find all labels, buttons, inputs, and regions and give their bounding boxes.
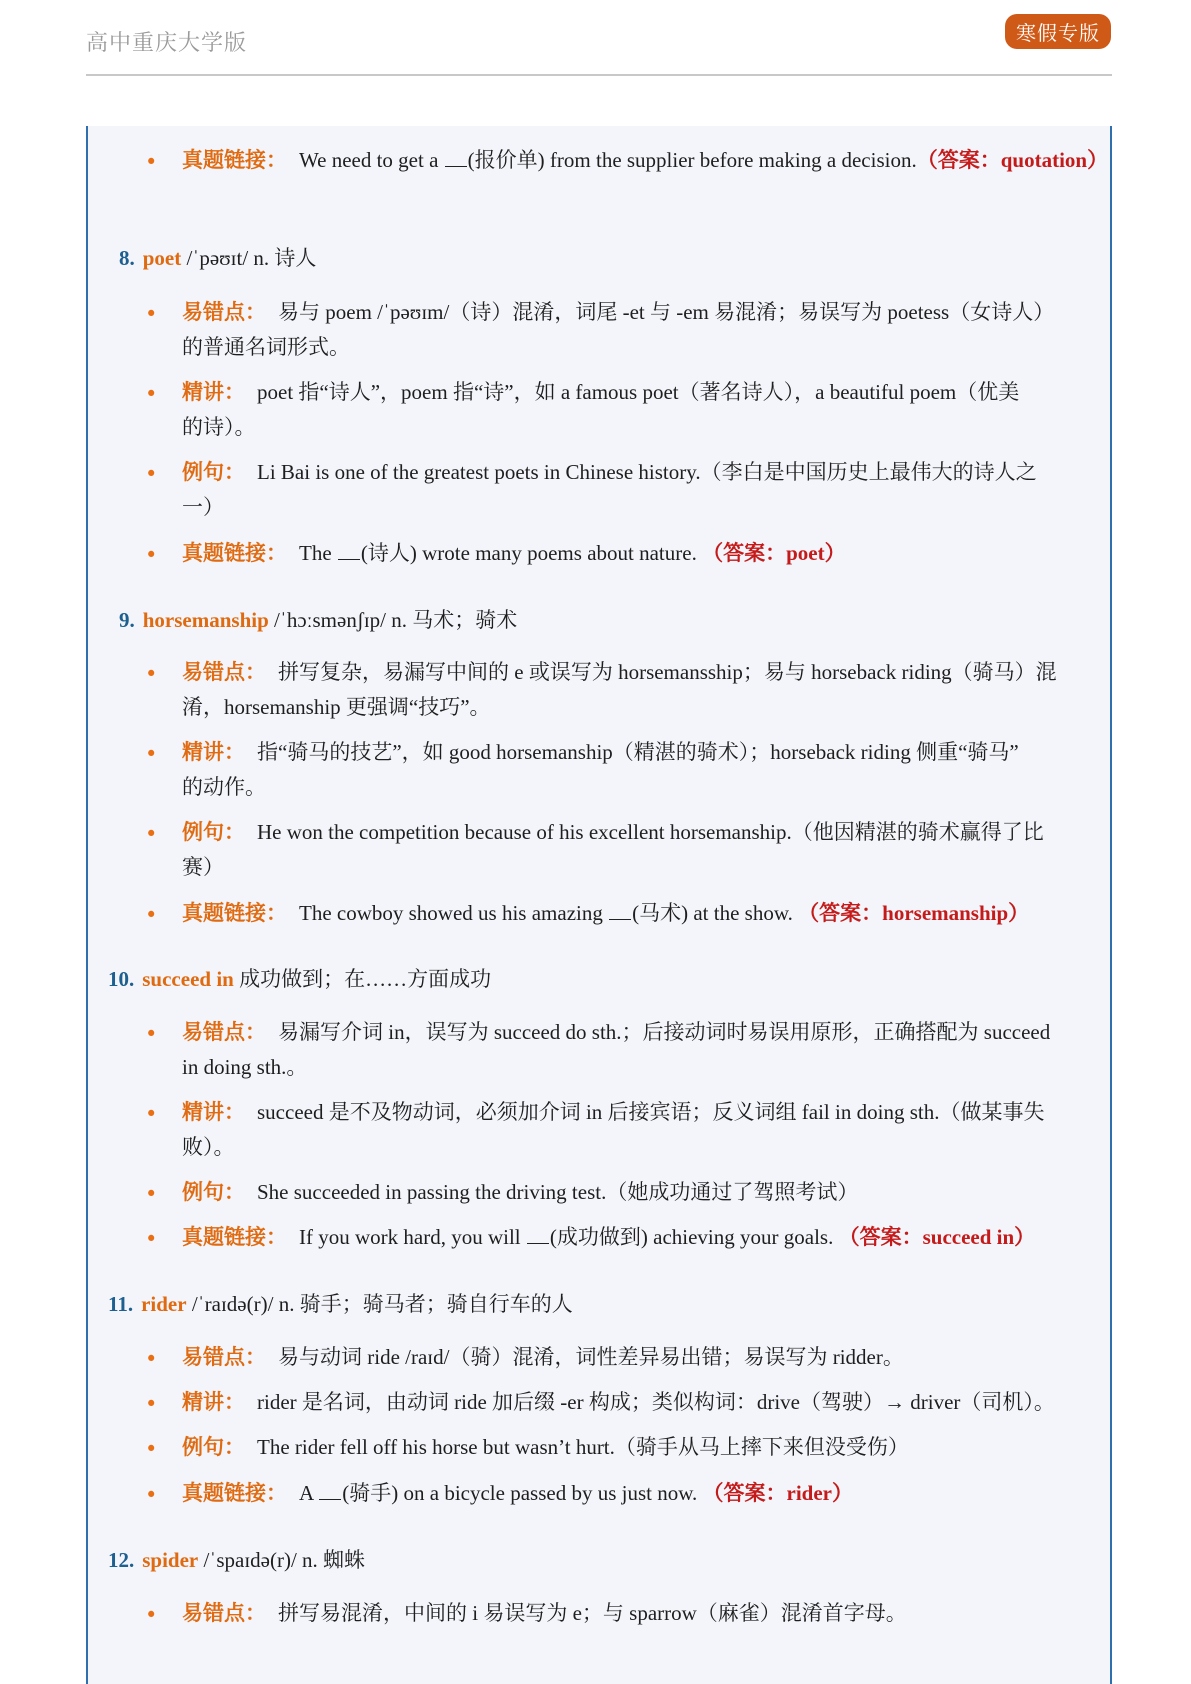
explain-line: 精讲： poet 指“诗人”，poem 指“诗”，如 a famous poet（著名诗人），a beautiful poem（优美 [182, 380, 1020, 404]
explain-line: 精讲： rider 是名词，由动词 ride 加后缀 -er 构成；类似构词：drive（驾驶）→ driver（司机）。 [182, 1390, 1055, 1414]
answer-blank [445, 152, 467, 167]
entry-word: succeed in [142, 967, 234, 991]
example-line: 一） [182, 495, 224, 519]
exam-link-line: 真题链接： If you work hard, you will (成功做到) achieving your goals. （答案：succeed in） [182, 1225, 1036, 1249]
error-point-line: 淆，horsemanship 更强调“技巧”。 [182, 695, 491, 719]
exam-link-line: 真题链接： The cowboy showed us his amazing (马术) at the show. （答案：horsemanship） [182, 901, 1030, 925]
error-point-line: in doing sth.。 [182, 1055, 308, 1079]
bullet-icon: • [145, 1102, 158, 1126]
error-point-line: 的普通名词形式。 [182, 335, 350, 359]
bullet-icon: • [145, 302, 158, 326]
example-line: 例句： She succeeded in passing the driving test.（她成功通过了驾照考试） [182, 1180, 859, 1204]
header-divider [86, 74, 1112, 76]
bullet-icon: • [145, 822, 158, 846]
exam-link-label: 真题链接： [182, 148, 287, 172]
entry-heading: 9. horsemanship /ˈhɔːsmənʃɪp/ n. 马术；骑术 [119, 608, 518, 632]
explain-line: 精讲： 指“骑马的技艺”，如 good horsemanship（精湛的骑术）；horseback riding 侧重“骑马” [182, 740, 1019, 764]
bullet-icon: • [145, 382, 158, 406]
entry-heading: 12. spider /ˈspaɪdə(r)/ n. 蜘蛛 [108, 1548, 366, 1572]
explain-line: 的动作。 [182, 775, 266, 799]
explain-line: 败）。 [182, 1135, 235, 1159]
exam-link-line: 真题链接： The (诗人) wrote many poems about nature. （答案：poet） [182, 541, 846, 565]
error-point-line: 易错点： 易与 poem /ˈpəʊɪm/（诗）混淆，词尾 -et 与 -em 易混淆；易误写为 poetess（女诗人） [182, 300, 1055, 324]
answer-blank [338, 545, 360, 560]
bullet-icon: • [145, 742, 158, 766]
answer-blank [319, 1485, 341, 1500]
answer-text: （答案：quotation） [916, 148, 1109, 172]
example-line: 例句： Li Bai is one of the greatest poets in Chinese history.（李白是中国历史上最伟大的诗人之 [182, 460, 1037, 484]
bullet-icon: • [145, 543, 158, 567]
bullet-icon: • [145, 462, 158, 486]
edition-badge: 寒假专版 [1005, 14, 1111, 49]
entry-word: rider [141, 1292, 187, 1316]
bullet-icon: • [145, 1022, 158, 1046]
bullet-icon: • [145, 1347, 158, 1371]
bullet-icon: • [145, 1603, 158, 1627]
entry-heading: 8. poet /ˈpəʊɪt/ n. 诗人 [119, 246, 317, 270]
error-point-line: 易错点： 拼写易混淆，中间的 i 易误写为 e；与 sparrow（麻雀）混淆首字母。 [182, 1601, 907, 1625]
answer-blank [527, 1229, 549, 1244]
explain-line: 的诗）。 [182, 415, 256, 439]
explain-line: 精讲： succeed 是不及物动词，必须加介词 in 后接宾语；反义词组 fail in doing sth.（做某事失 [182, 1100, 1045, 1124]
header-title: 高中重庆大学版 [86, 30, 248, 55]
exam-link-line: 真题链接： We need to get a (报价单) from the supplier before making a decision.（答案：quotation） [182, 148, 1109, 172]
answer-blank [609, 905, 631, 920]
bullet-icon: • [145, 1483, 158, 1507]
bullet-icon: • [145, 1392, 158, 1416]
entry-word: poet [142, 246, 182, 270]
entry-heading: 10. succeed in 成功做到；在……方面成功 [108, 967, 492, 991]
entry-word: horsemanship [142, 608, 269, 632]
bullet-icon: • [145, 150, 158, 174]
error-point-line: 易错点： 拼写复杂，易漏写中间的 e 或误写为 horsemansship；易与 horseback riding（骑马）混 [182, 660, 1057, 684]
example-line: 赛） [182, 855, 224, 879]
bullet-icon: • [145, 1437, 158, 1461]
bullet-icon: • [145, 903, 158, 927]
example-line: 例句： The rider fell off his horse but wasn’t hurt.（骑手从马上摔下来但没受伤） [182, 1435, 909, 1459]
entry-heading: 11. rider /ˈraɪdə(r)/ n. 骑手；骑马者；骑自行车的人 [108, 1292, 573, 1316]
example-line: 例句： He won the competition because of his excellent horsemanship.（他因精湛的骑术赢得了比 [182, 820, 1044, 844]
bullet-icon: • [145, 662, 158, 686]
entry-word: spider [142, 1548, 199, 1572]
bullet-icon: • [145, 1227, 158, 1251]
bullet-icon: • [145, 1182, 158, 1206]
exam-link-line: 真题链接： A (骑手) on a bicycle passed by us just now. （答案：rider） [182, 1481, 853, 1505]
error-point-line: 易错点： 易漏写介词 in，误写为 succeed do sth.；后接动词时易误用原形，正确搭配为 succeed [182, 1020, 1051, 1044]
error-point-line: 易错点： 易与动词 ride /raɪd/（骑）混淆，词性差异易出错；易误写为 ridder。 [182, 1345, 904, 1369]
